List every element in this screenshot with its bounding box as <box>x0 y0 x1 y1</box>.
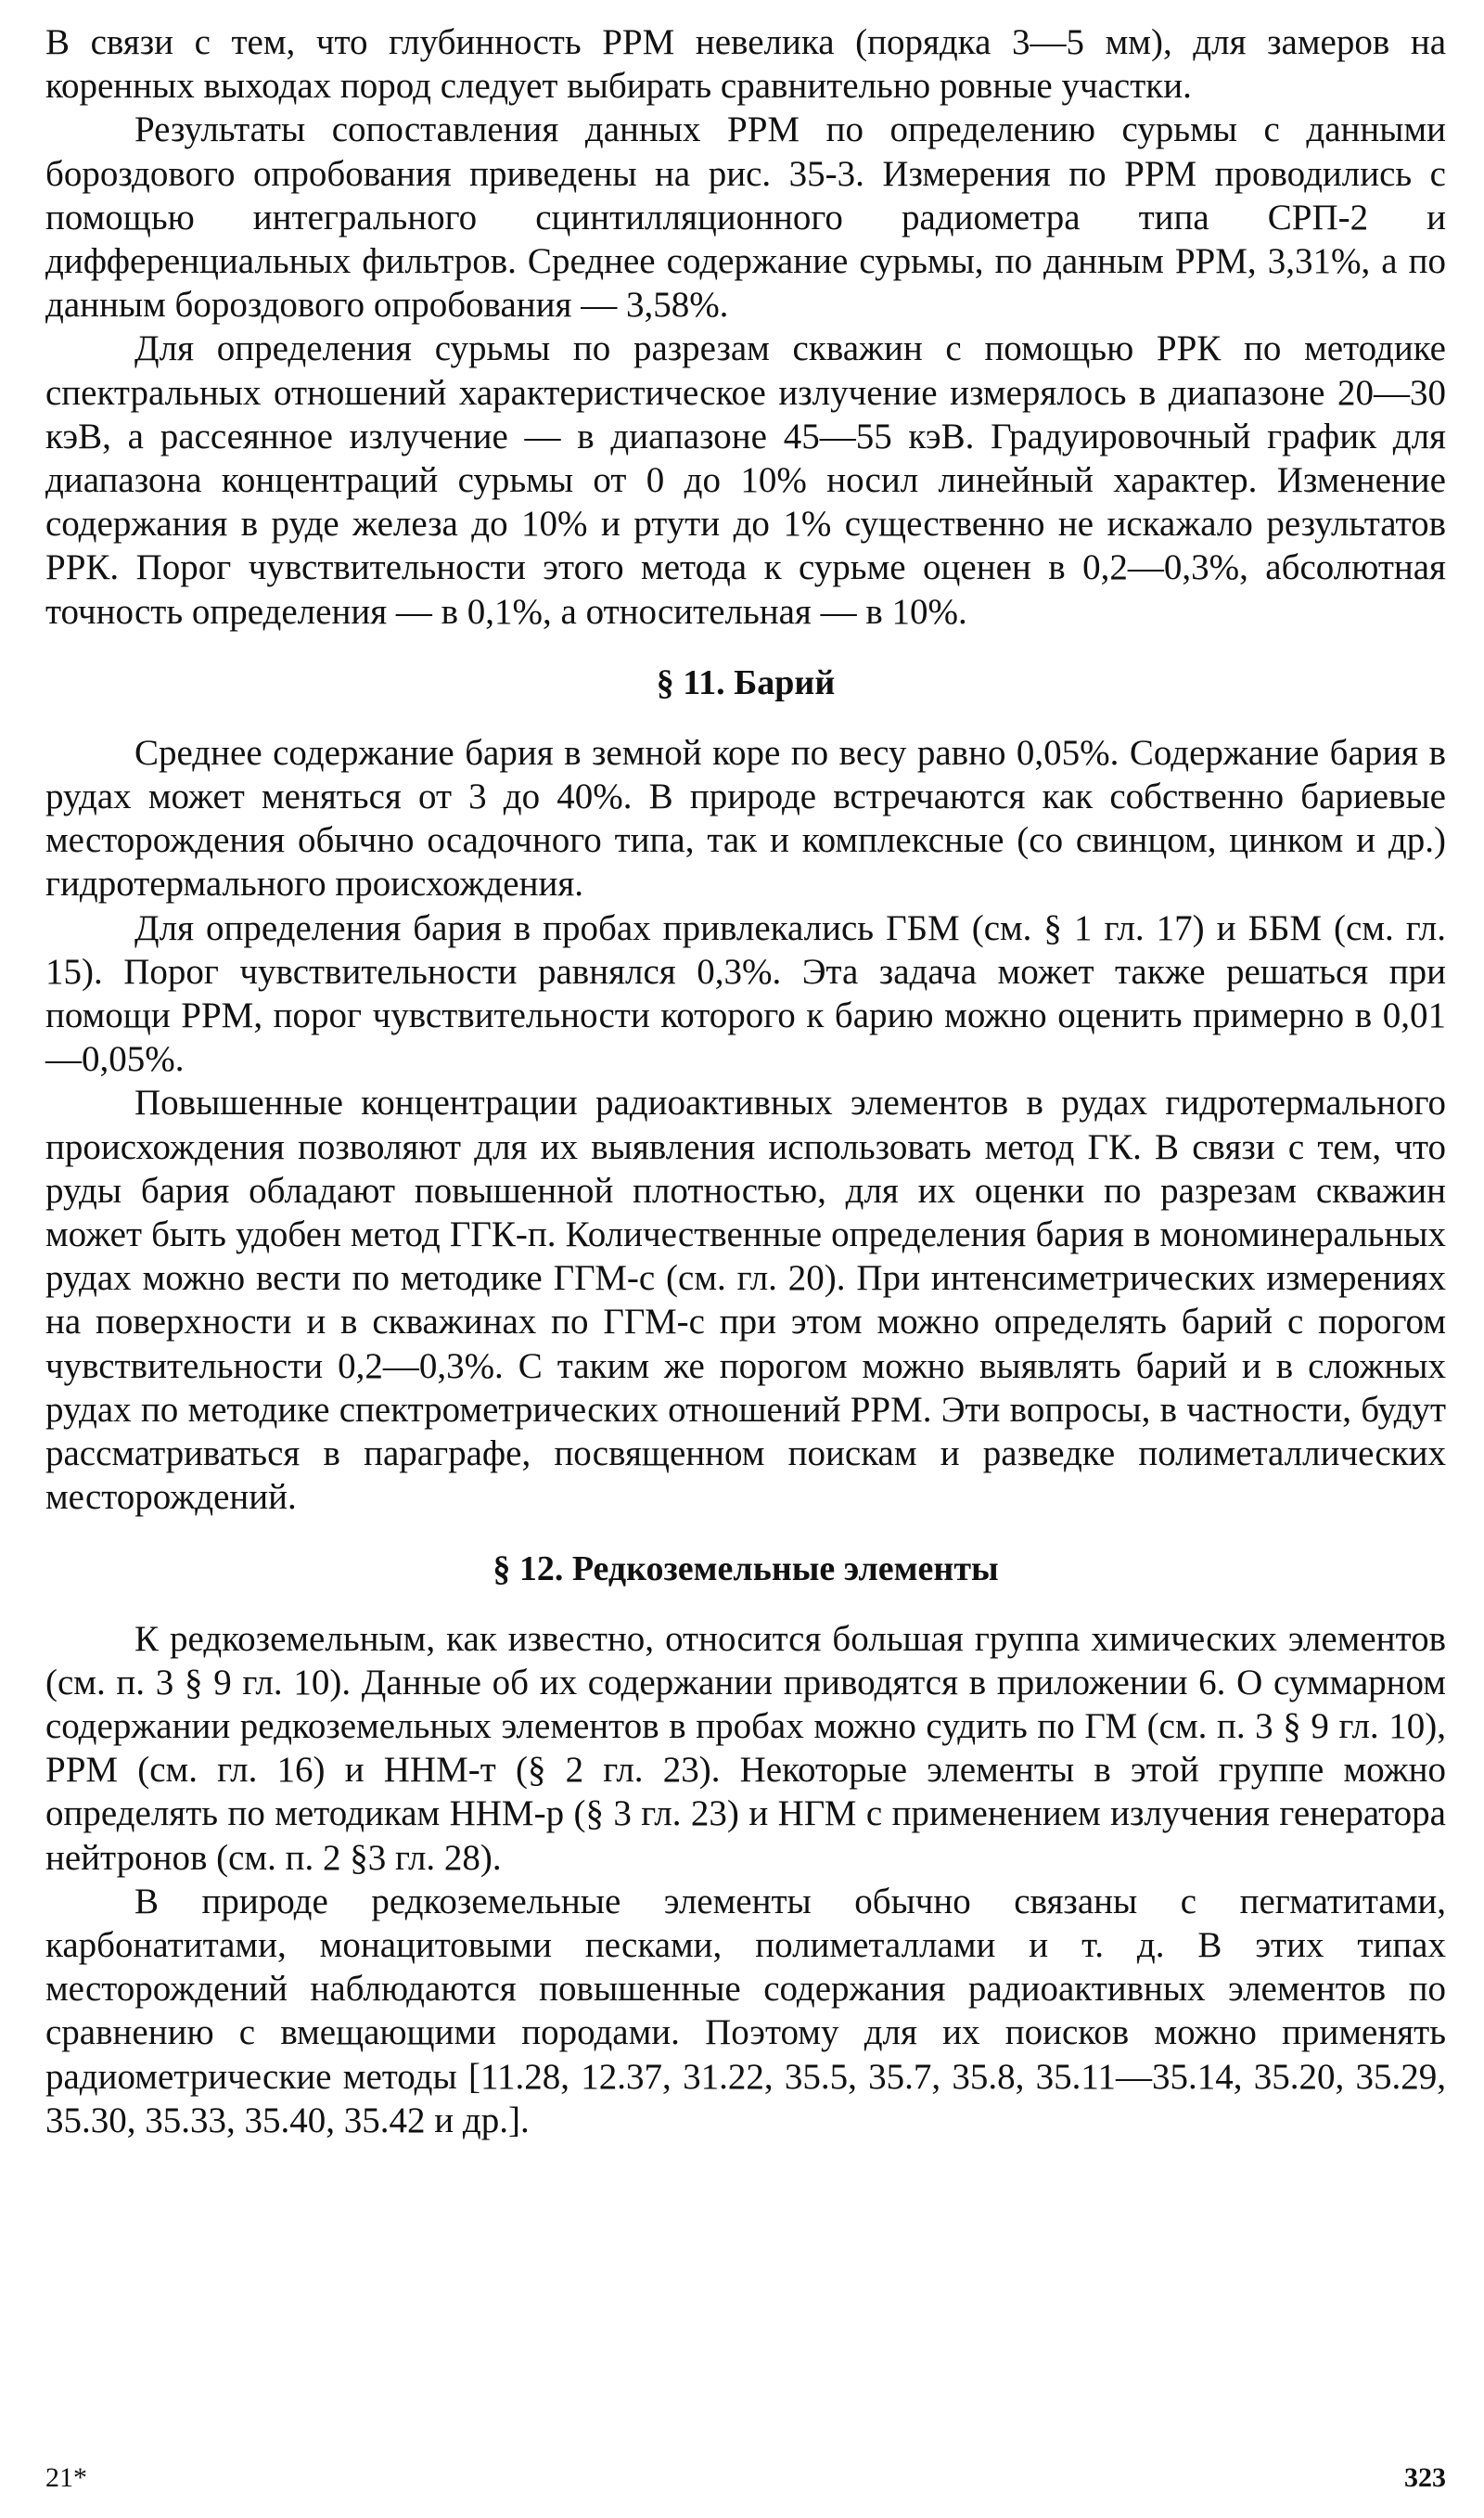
paragraph-barium-content: Среднее содержание бария в земной коре по весу равно 0,05%. Содержание бария в рудах может меняться от 3 до 40%. В природе встречаются как собственно бариевые месторождения обычно осадочного типа, так и комплексные (со свинцом, цинком и др.) гидротермального происхождения. <box>45 732 1446 905</box>
page-body <box>45 20 1446 2142</box>
paragraph-rare-earth-deposits: В природе редкоземельные элементы обычно связаны с пегматитами, карбонатитами, монацитовыми песками, полиметаллами и т. д. В этих типах месторождений наблюдаются повышенные содержания радиоактивных элементов по сравнению с вмещающими породами. Поэтому для их поисков можно применять радиометрические методы [11.28, 12.37, 31.22, 35.5, 35.7, 35.8, 35.11—35.14, 35.20, 35.29, 35.30, 35.33, 35.40, 35.42 и др.]. <box>45 1881 1446 2140</box>
section-heading-rare-earth: § 12. Редкоземельные элементы <box>493 1548 999 1588</box>
paragraph-rrk-antimony: Для определения сурьмы по разрезам скважин с помощью РРК по методике спектральных отношений характеристическое излучение измерялось в диапазоне 20—30 кэВ, а рассеянное излучение — в диапазоне 45—55 кэВ. Градуировочный график для диапазона концентраций сурьмы от 0 до 10% носил линейный характер. Изменение содержания в руде железа до 10% и ртути до 1% существенно не искажало результатов РРК. Порог чувствительности этого метода к сурьме оценен в 0,2—0,3%, абсолютная точность определения — в 0,1%, а относительная — в 10%. <box>45 328 1446 632</box>
paragraph-barium-samples: Для определения бария в пробах привлекались ГБМ (см. § 1 гл. 17) и ББМ (см. гл. 15). Порог чувствительности равнялся 0,3%. Эта задача может также решаться при помощи РРМ, порог чувствительности которого к барию можно оценить примерно в 0,01—0,05%. <box>45 907 1446 1080</box>
page-footer <box>45 2462 1446 2499</box>
paragraph-barium-methods: Повышенные концентрации радиоактивных элементов в рудах гидротермального происхождения позволяют для их выявления использовать метод ГК. В связи с тем, что руды бария обладают повышенной плотностью, для их оценки по разрезам скважин может быть удобен метод ГГК-п. Количественные определения бария в мономинеральных рудах можно вести по методике ГГМ-с (см. гл. 20). При интенсиметрических измерениях на поверхности и в скважинах по ГГМ-с при этом можно определять барий с порогом чувствительности 0,2—0,3%. С таким же порогом можно выявлять барий и в сложных рудах по методике спектрометрических отношений РРМ. Эти вопросы, в частности, будут рассматриваться в параграфе, посвященном поискам и разведке полиметаллических месторождений. <box>45 1083 1446 1518</box>
paragraph-rrm-comparison: Результаты сопоставления данных РРМ по определению сурьмы с данными бороздового опробования приведены на рис. 35-3. Измерения по РРМ проводились с помощью интегрального сцинтилляционного радиометра типа СРП-2 и дифференциальных фильтров. Среднее содержание сурьмы, по данным РРМ, 3,31%, а по данным бороздового опробования — 3,58%. <box>45 109 1446 326</box>
paragraph-rare-earth-intro: К редкоземельным, как известно, относится большая группа химических элементов (см. п. 3 § 9 гл. 10). Данные об их содержании приводятся в приложении 6. О суммарном содержании редкоземельных элементов в пробах можно судить по ГМ (см. п. 3 § 9 гл. 10), РРМ (см. гл. 16) и ННМ-т (§ 2 гл. 23). Некоторые элементы в этой группе можно определять по методикам ННМ-р (§ 3 гл. 23) и НГМ с применением излучения генератора нейтронов (см. п. 2 §3 гл. 28). <box>45 1618 1446 1878</box>
signature-mark: 21* <box>45 2462 87 2493</box>
page-number: 323 <box>1404 2462 1446 2493</box>
paragraph-depth-note: В связи с тем, что глубинность РРМ невелика (порядка 3—5 мм), для замеров на коренных выходах пород следует выбирать сравнительно ровные участки. <box>45 22 1446 107</box>
section-heading-barium: § 11. Барий <box>656 662 836 702</box>
